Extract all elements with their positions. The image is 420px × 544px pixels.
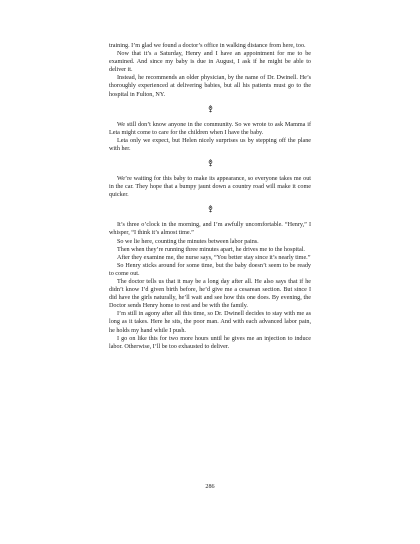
section-break-ornament-icon bbox=[109, 205, 311, 215]
paragraph: We’re waiting for this baby to make its appearance, so everyone takes me out in the car. They hope that a bumpy jaunt down a country road will make it come quicker. bbox=[109, 176, 311, 199]
page-body bbox=[109, 42, 311, 351]
paragraph: I’m still in agony after all this time, so Dr. Dwinell decides to stay with me as long as it takes. Here he sits, the poor man. And with each advanced labor pain, he holds my hand while I push. bbox=[109, 311, 311, 334]
paragraph: training. I’m glad we found a doctor’s office in walking distance from here, too. bbox=[109, 43, 306, 49]
page-number: 286 bbox=[205, 484, 215, 490]
paragraph: Now that it’s a Saturday, Henry and I have an appointment for me to be examined. And since my baby is due in August, I ask if he might be able to deliver it. bbox=[109, 51, 311, 74]
paragraph: So Henry sticks around for some time, but the baby doesn’t seem to be ready to come out. bbox=[109, 262, 311, 277]
text-block-4 bbox=[109, 221, 311, 351]
paragraph: I go on like this for two more hours until he gives me an injection to induce labor. Otherwise, I’ll be too exhausted to deliver. bbox=[109, 335, 311, 350]
text-block-3 bbox=[109, 175, 311, 199]
paragraph: The doctor tells us that it may be a long day after all. He also says that if he didn’t know I’d given birth before, he’d give me a cesarean section. But since I did have the girls naturally, he’ll wait and see how this one does. By evening, the Doctor sends Henry home to rest and be with the family. bbox=[109, 278, 311, 310]
section-break-ornament-icon bbox=[109, 159, 311, 169]
paragraph: So we lie here, counting the minutes between labor pains. bbox=[117, 238, 259, 245]
text-block-2 bbox=[109, 121, 311, 153]
paragraph: We still don’t know anyone in the community. So we wrote to ask Mamma if Leta might come to care for the children when I have the baby. bbox=[109, 121, 311, 136]
paragraph: It’s three o’clock in the morning, and I’m awfully uncomfortable. “Henry,” I whisper, “I think it’s almost time.” bbox=[109, 222, 311, 237]
text-block-1 bbox=[109, 42, 311, 99]
paragraph: Then when they’re running three minutes apart, he drives me to the hospital. bbox=[117, 246, 305, 253]
paragraph: Leta only we expect, but Helen nicely surprises us by stepping off the plane with her. bbox=[109, 137, 311, 152]
paragraph: After they examine me, the nurse says, “You better stay since it’s nearly time.” bbox=[117, 254, 311, 261]
section-break-ornament-icon bbox=[109, 105, 311, 115]
paragraph: Instead, he recommends an older physician, by the name of Dr. Dwinell. He’s thoroughly experienced at delivering babies, but all his patients must go to the hospital in Fulton, NY. bbox=[109, 75, 311, 98]
